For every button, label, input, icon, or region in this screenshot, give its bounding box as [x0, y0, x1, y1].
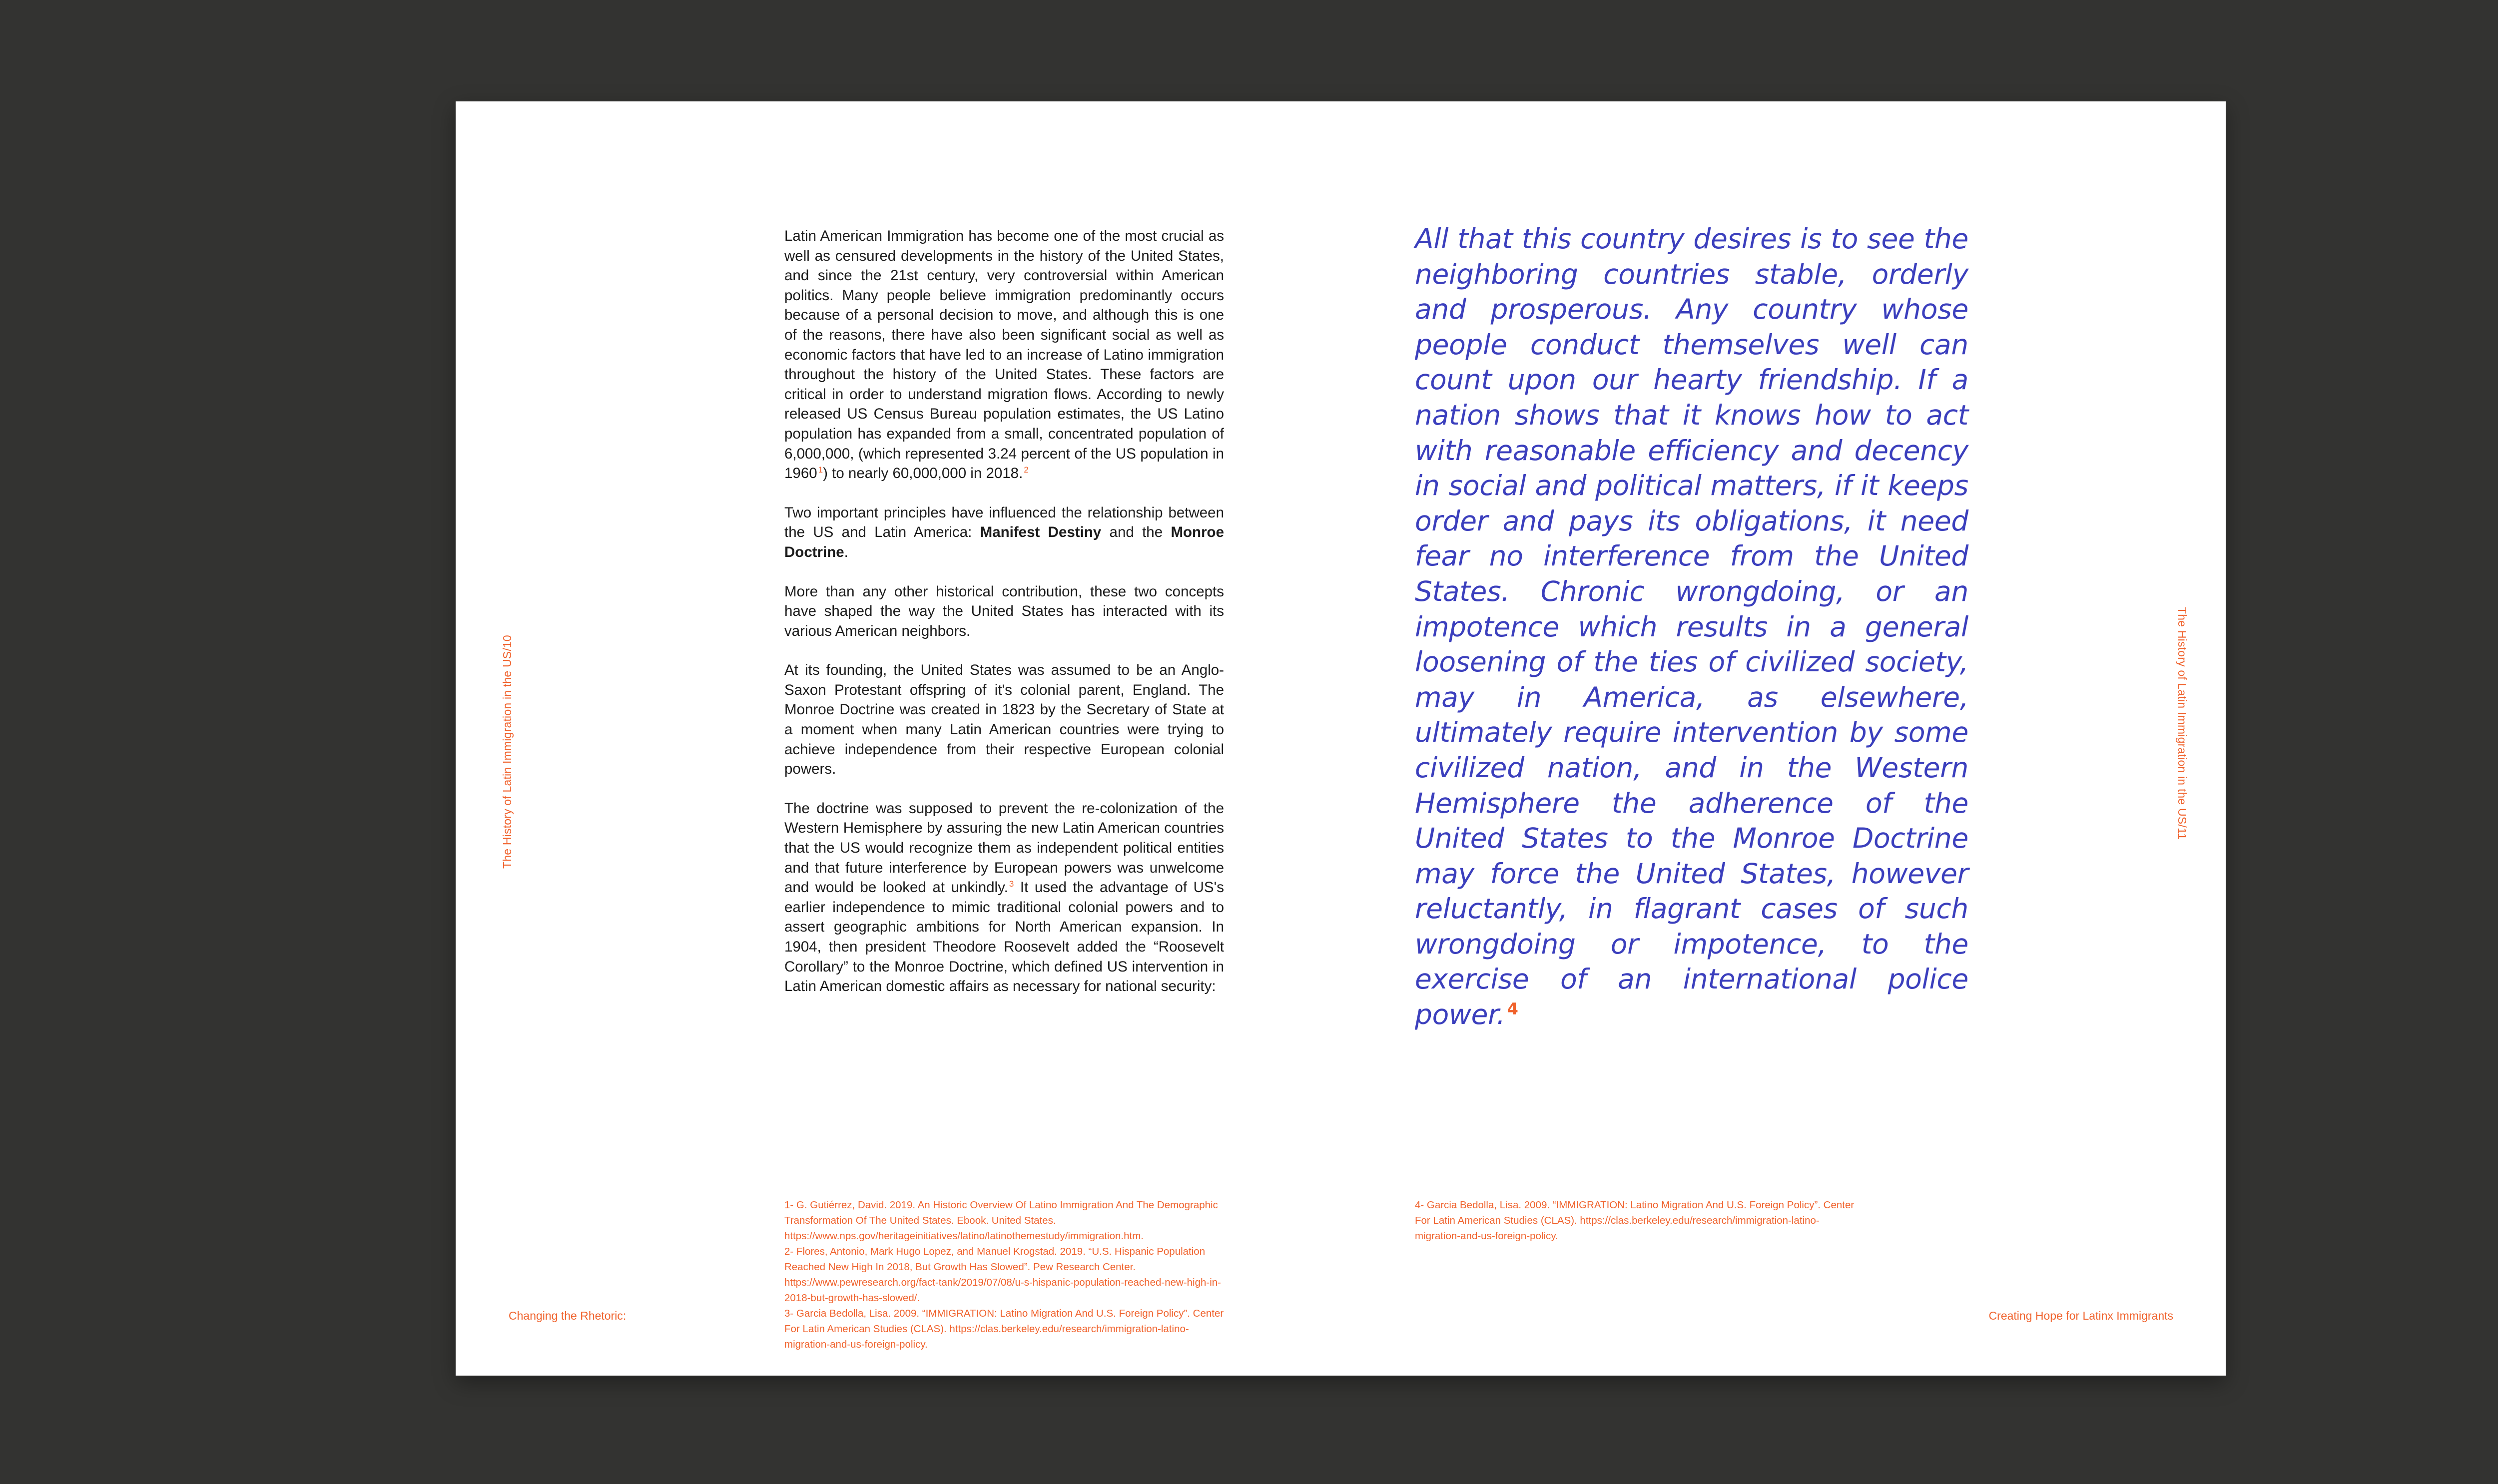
footnote-3: 3- Garcia Bedolla, Lisa. 2009. “IMMIGRATION: Latino Migration And U.S. Foreign Policy”. Center For Latin American Studies (CLAS). https://clas.berkeley.edu/research/immigration-latino-migration-and-us-foreign-policy.	[784, 1308, 1224, 1350]
paragraph-intro	[784, 226, 1224, 484]
paragraph-concepts: More than any other historical contribution, these two concepts have shaped the way the United States has interacted with its various American neighbors.	[784, 583, 1224, 639]
footnote-4: 4- Garcia Bedolla, Lisa. 2009. “IMMIGRATION: Latino Migration And U.S. Foreign Policy”. Center For Latin American Studies (CLAS). https://clas.berkeley.edu/research/immigration-latino-migration-and-us-foreign-policy.	[1415, 1199, 1855, 1242]
paragraph-intro-text-2: ) to nearly 60,000,000 in 2018.	[823, 465, 1023, 482]
roosevelt-quote	[1415, 221, 1968, 1032]
term-manifest-destiny: Manifest Destiny	[980, 524, 1102, 541]
paragraph-intro-text: Latin American Immigration has become one of the most crucial as well as censured developments in the history of the United States, and since the 21st century, very controversial within American politics. Many people believe immigration predominantly occurs because of a personal decision to move, and although this is one of the reasons, there have also been significant social as well as economic factors that have led to an increase of Latino immigration throughout the history of the United States. These factors are critical in order to understand migration flows. According to newly released US Census Bureau population estimates, the US Latino population has expanded from a small, concentrated population of 6,000,000, (which represented 3.24 percent of the US population in 1960	[784, 228, 1224, 482]
paragraph-founding: At its founding, the United States was assumed to be an Anglo-Saxon Protestant offspring of it's colonial parent, England. The Monroe Doctrine was created in 1823 by the Secretary of State at a moment when many Latin American countries were trying to achieve independence from their respective European colonial powers.	[784, 662, 1224, 778]
footnotes-left	[784, 1197, 1224, 1352]
paragraph-doctrine-text-2: It used the advantage of US's earlier independence to mimic traditional colonial powers and to assert geographic ambitions for North American expansion. In 1904, then president Theodore Roosevelt added the “Roosevelt Corollary” to the Monroe Doctrine, which defined US intervention in Latin American domestic affairs as necessary for national security:	[784, 879, 1224, 995]
footnote-2: 2- Flores, Antonio, Mark Hugo Lopez, and Manuel Krogstad. 2019. “U.S. Hispanic Population Reached New High In 2018, But Growth Has Slowed”. Pew Research Center. https://www.pewresearch.org/fact-tank/2019/07/08/u-s-hispanic-population-reached-new-high-in-2018-but-growth-has-slowed/.	[784, 1246, 1221, 1304]
paragraph-principles-text: Two important principles have influenced the relationship between the US and Latin America:	[784, 504, 1224, 541]
footnote-ref-1[interactable]: 1	[818, 465, 823, 475]
book-spread	[456, 101, 2226, 1376]
right-running-header: The History of Latin Immigration in the US/11	[2176, 607, 2189, 840]
paragraph-principles-end: .	[844, 543, 848, 560]
footnote-ref-4[interactable]: 4	[1507, 999, 1518, 1018]
term-monroe-doctrine: Monroe Doctrine	[784, 524, 1224, 560]
footnotes-right	[1415, 1197, 1855, 1244]
paragraph-doctrine	[784, 799, 1224, 996]
footnote-ref-2[interactable]: 2	[1024, 465, 1029, 475]
left-footer: Changing the Rhetoric:	[509, 1309, 626, 1322]
left-page	[456, 101, 1340, 1376]
footnote-1: 1- G. Gutiérrez, David. 2019. An Historic Overview Of Latino Immigration And The Demographic Transformation Of The United States. Ebook. United States. https://www.nps.gov/heritageinitiatives/latino/latinothemestudy/immigration.htm.	[784, 1199, 1218, 1242]
footnote-ref-3[interactable]: 3	[1009, 879, 1014, 889]
body-text-column	[784, 226, 1224, 1016]
paragraph-principles-and: and the	[1101, 524, 1171, 541]
paragraph-principles	[784, 503, 1224, 562]
right-page	[1341, 101, 2226, 1376]
right-footer: Creating Hope for Latinx Immigrants	[1988, 1309, 2173, 1322]
left-running-header: The History of Latin Immigration in the US/10	[501, 635, 514, 869]
quote-text: All that this country desires is to see the neighboring countries stable, orderly and prosperous. Any country whose people conduct themselves well can count upon our hearty friendship. If a nation shows that it knows how to act with reasonable efficiency and decency in social and political matters, if it keeps order and pays its obligations, it need fear no interference from the United States. Chronic wrongdoing, or an impotence which results in a general loosening of the ties of civilized society, may in America, as elsewhere, ultimately require intervention by some civilized nation, and in the Western Hemisphere the adherence of the United States to the Monroe Doctrine may force the United States, however reluctantly, in flagrant cases of such wrongdoing or impotence, to the exercise of an international police power.	[1415, 223, 1968, 1031]
paragraph-doctrine-text: The doctrine was supposed to prevent the re-colonization of the Western Hemisphere by assuring the new Latin American countries that the US would recognize them as independent political entities and that future interference by European powers was unwelcome and would be looked at unkindly.	[784, 800, 1224, 896]
